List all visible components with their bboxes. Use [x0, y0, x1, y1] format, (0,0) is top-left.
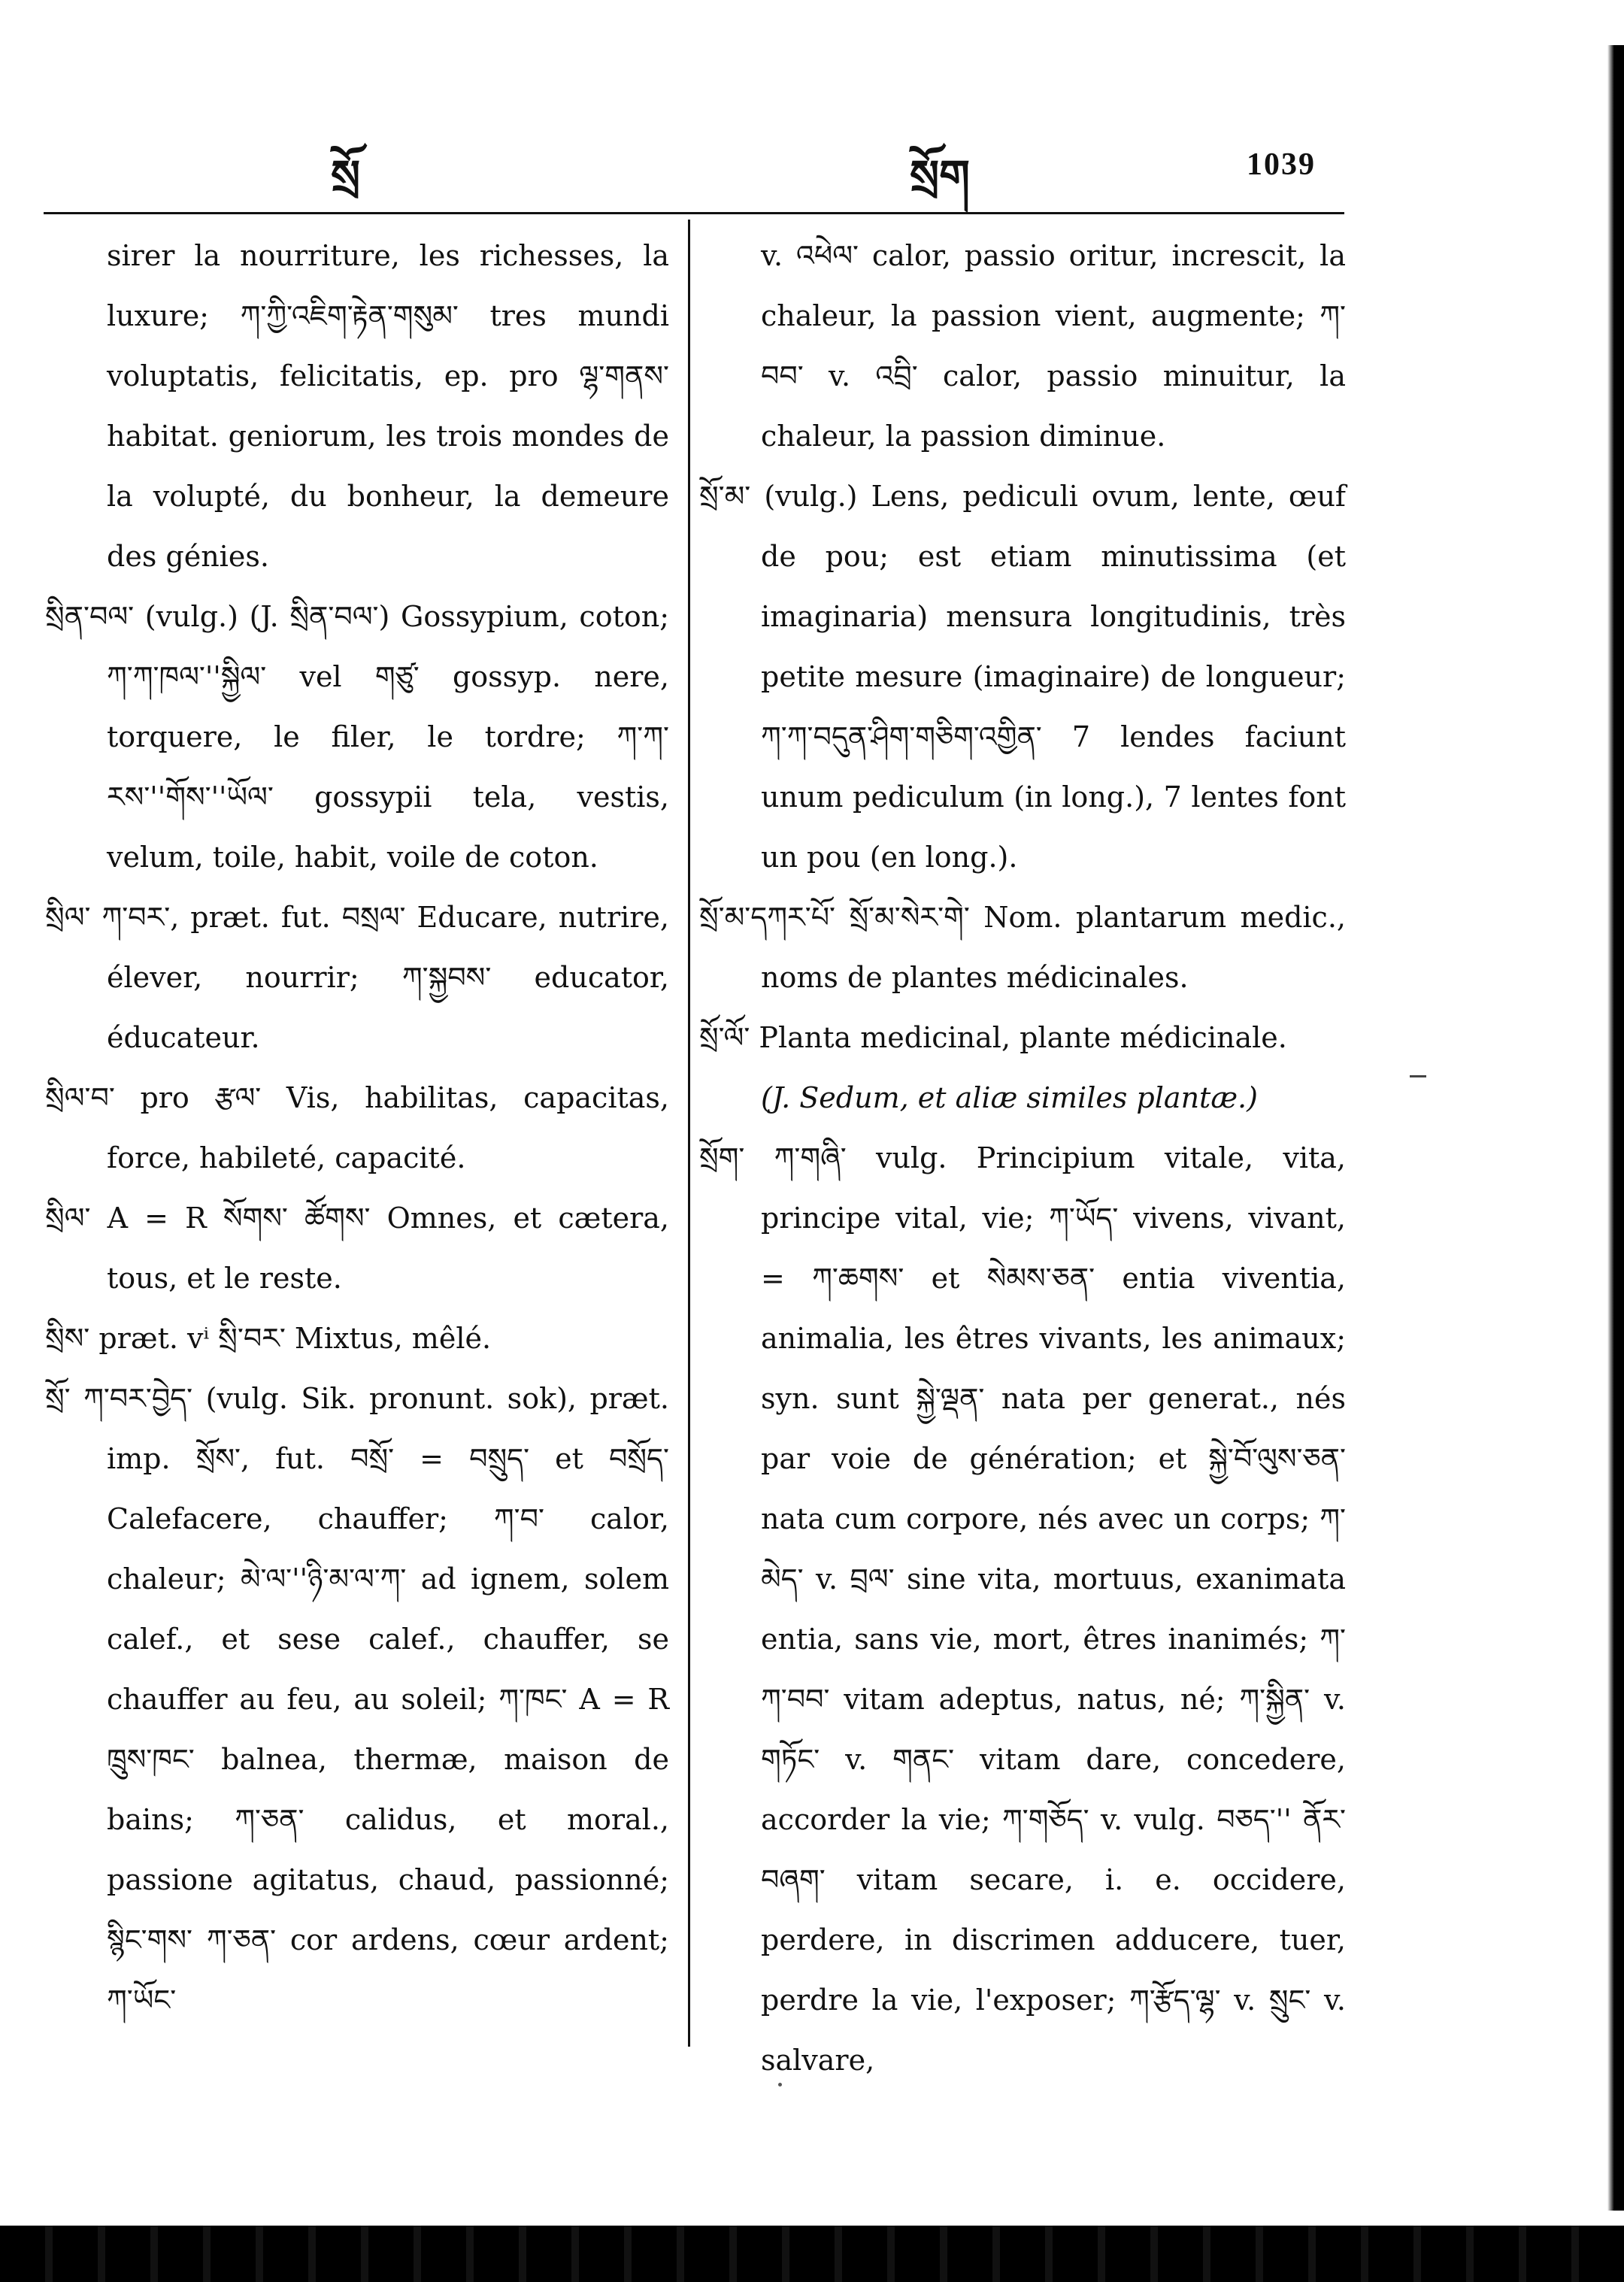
- dictionary-entry: སྲིལ་ A = R སོགས་ ཚོགས་ Omnes, et cætera, tous, et le reste.: [45, 1202, 669, 1295]
- scan-bottom-band: [0, 2226, 1624, 2282]
- dictionary-entry: སྲོ་ལོ་ Planta medicinal, plante médicinale.: [699, 1021, 1287, 1054]
- dictionary-entry: སྲོ་མ་ (vulg.) Lens, pediculi ovum, lente, œuf de pou; est etiam minutissima (et imaginaria) mensura longitudinis, très petite mesure (imaginaire) de longueur; ཀ་ཀ་བདུན་ཤིག་གཅིག་འགྱིན་ 7 lendes faciunt unum pediculum (in long.), 7 lentes font un pou (en long.).: [699, 480, 1346, 874]
- dictionary-entry: sirer la nourriture, les richesses, la luxure; ཀ་ཀྱི་འཇིག་རྟེན་གསུམ་ tres mundi voluptatis, felicitatis, ep. pro ལྷ་གནས་ habitat. geniorum, les trois mondes de la volupté, du bonheur, la demeure des génies.: [107, 239, 669, 573]
- stray-dot: [778, 2083, 782, 2087]
- page-header: [0, 113, 1624, 202]
- dictionary-entry: སྲིལ་ ཀ་བར་, præt. fut. བསྲལ་ Educare, nutrire, élever, nourrir; ཀ་སྐྱབས་ educator, éducateur.: [45, 901, 669, 1054]
- right-column: [699, 226, 1346, 2090]
- dictionary-entry: སྲོ་མ་དཀར་པོ་ སྲོ་མ་སེར་གེ་ Nom. plantarum medic., noms de plantes médicinales.: [699, 901, 1346, 994]
- left-column: [45, 226, 669, 2030]
- dictionary-entry: སྲོག་ ཀ་གཞི་ vulg. Principium vitale, vita, principe vital, vie; ཀ་ཡོད་ vivens, vivant, = ཀ་ཆགས་ et སེམས་ཅན་ entia viventia, animalia, les êtres vivants, les animaux; syn. sunt སྐྱེ་ལྡན་ nata per generat., nés par voie de génération; et སྐྱེ་བོ་ལུས་ཅན་ nata cum corpore, nés avec un corps; ཀ་མེད་ v. བྲལ་ sine vita, mortuus, exanimata entia, sans vie, mort, êtres inanimés; ཀ་ཀ་བབ་ vitam adeptus, natus, né; ཀ་སྐྱིན་ v. གཏོང་ v. གནང་ vitam dare, concedere, accorder la vie; ཀ་གཅོད་ v. vulg. བཅད་'' ནོར་བཞག་ vitam secare, i. e. occidere, perdere, in discrimen adducere, tuer, perdre la vie, l'exposer; ཀ་རྩོད་ལྷ་ v. སྲུང་ v. salvare,: [699, 1141, 1346, 2077]
- scan-edge-shadow: [1607, 45, 1624, 2211]
- dictionary-entry: སྲོ་ ཀ་བར་བྱེད་ (vulg. Sik. pronunt. sok), præt. imp. སྲོས་, fut. བསྲོ་ = བསྲུད་ et བསྲོད་ Calefacere, chauffer; ཀ་བ་ calor, chaleur; མེ་ལ་''ཉི་མ་ལ་ཀ་ ad ignem, solem calef., et sese calef., chauffer, se chauffer au feu, au soleil; ཀ་ཁང་ A = R ཁྲུས་ཁང་ balnea, thermæ, maison de bains; ཀ་ཅན་ calidus, et moral., passione agitatus, chaud, passionné; སྙིང་གས་ ཀ་ཅན་ cor ardens, cœur ardent; ཀ་ཡོང་: [45, 1382, 669, 2017]
- dictionary-entry-note: (J. Sedum, et aliæ similes plantæ.): [761, 1081, 1258, 1114]
- header-rule: [44, 212, 1344, 214]
- dictionary-entry: v. འཕེལ་ calor, passio oritur, increscit, la chaleur, la passion vient, augmente; ཀ་བབ་ v. འབྲི་ calor, passio minuitur, la chaleur, la passion diminue.: [761, 239, 1346, 453]
- margin-dash: [1410, 1075, 1426, 1077]
- left-headword: སྲོ: [331, 150, 361, 202]
- column-divider: [688, 220, 690, 2047]
- dictionary-entry: སྲིས་ præt. vⁱ སྲི་བར་ Mixtus, mêlé.: [45, 1322, 492, 1355]
- dictionary-entry: སྲིལ་བ་ pro རྩལ་ Vis, habilitas, capacitas, force, habileté, capacité.: [45, 1081, 669, 1174]
- page-number: 1039: [1247, 147, 1316, 182]
- dictionary-entry: སྲིན་བལ་ (vulg.) (J. སྲིན་བལ་) Gossypium, coton; ཀ་ཀ་ཁལ་''སྐྱིལ་ vel གཙུ་ gossyp. nere, torquere, le filer, le tordre; ཀ་ཀ་རས་''གོས་''ཡོལ་ gossypii tela, vestis, velum, toile, habit, voile de coton.: [45, 600, 669, 874]
- center-headword: སྲོག: [910, 150, 970, 202]
